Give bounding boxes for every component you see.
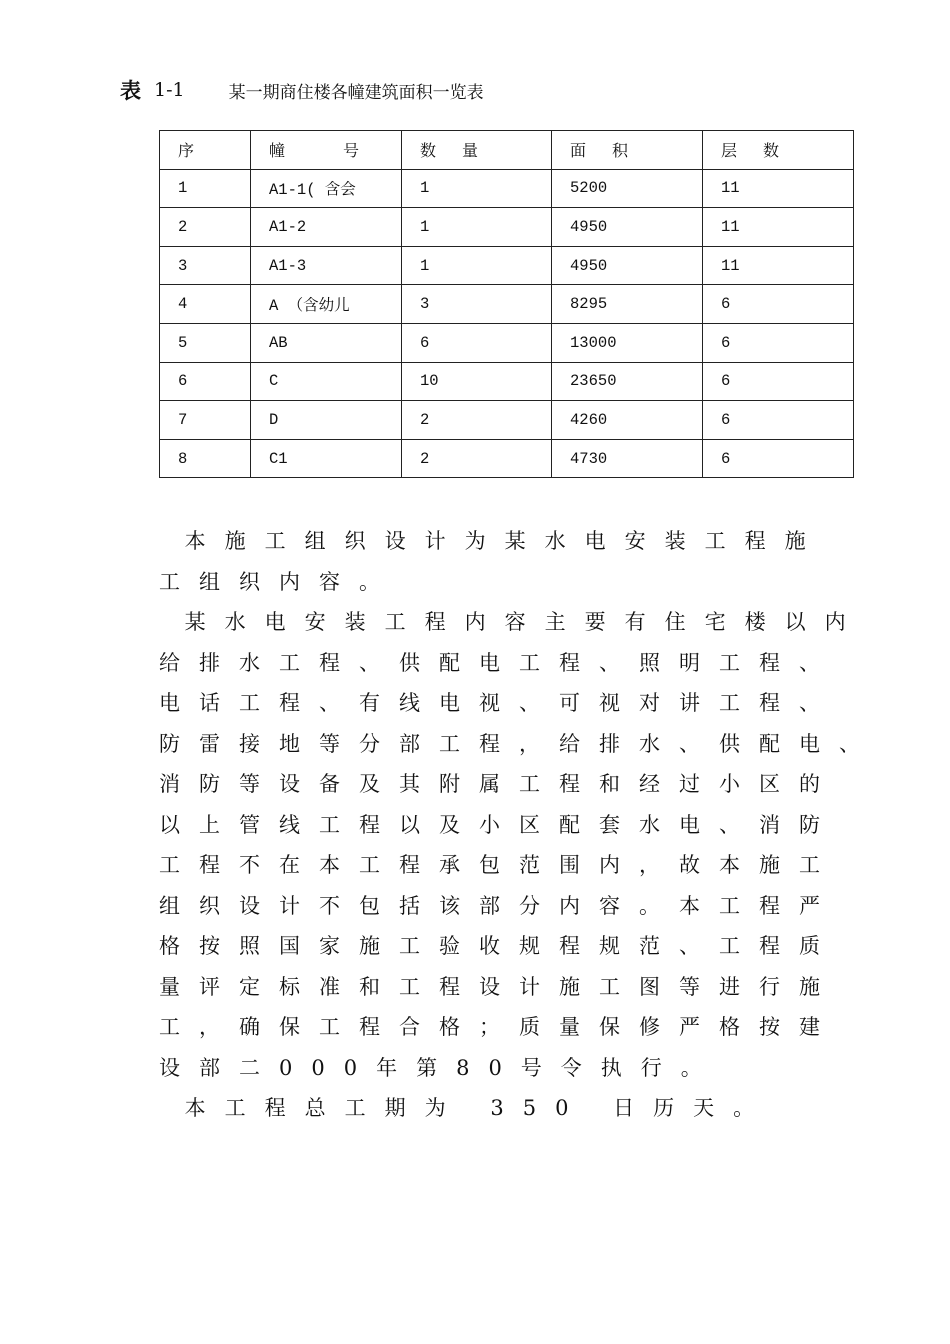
text-line: 本工程总工期为 350 日历天。: [159, 1096, 774, 1120]
cell-building: A1-2: [251, 208, 402, 247]
header-floors: 层数: [703, 131, 854, 170]
text-line: 组织设计不包括该部分内容。本工程严: [159, 893, 839, 918]
cell-quantity: 1: [402, 208, 552, 247]
cell-floors: 6: [703, 401, 854, 440]
table-row: [160, 323, 854, 362]
cell-index: 8: [160, 439, 251, 478]
cell-floors: 11: [703, 246, 854, 285]
cell-quantity: 1: [402, 246, 552, 285]
table-row: [160, 401, 854, 440]
header-index: 序: [160, 131, 251, 170]
text-line: 以上管线工程以及小区配套水电、消防: [159, 812, 839, 837]
cell-building: C1: [251, 439, 402, 478]
header-quantity: 数量: [402, 131, 552, 170]
cell-floors: 6: [703, 439, 854, 478]
cell-floors: 6: [703, 285, 854, 324]
text-line: 工组织内容。: [159, 569, 399, 594]
text-line: 电话工程、有线电视、可视对讲工程、: [159, 691, 839, 715]
cell-index: 1: [160, 169, 251, 208]
cell-area: 4950: [552, 208, 703, 247]
body-paragraphs: [159, 521, 879, 1129]
cell-area: 13000: [552, 323, 703, 362]
cell-index: 6: [160, 362, 251, 401]
cell-quantity: 2: [402, 401, 552, 440]
cell-floors: 6: [703, 323, 854, 362]
text-line: 消防等设备及其附属工程和经过小区的: [159, 772, 839, 796]
cell-floors: 11: [703, 208, 854, 247]
cell-floors: 11: [703, 169, 854, 208]
cell-index: 4: [160, 285, 251, 324]
text-line: 工程不在本工程承包范围内，故本施工: [159, 853, 839, 877]
text-line: 防雷接地等分部工程，给排水、供配电、: [159, 731, 879, 756]
caption-label: 表: [120, 78, 142, 103]
cell-index: 2: [160, 208, 251, 247]
table-row: [160, 169, 854, 208]
table-row: [160, 362, 854, 401]
cell-index: 3: [160, 246, 251, 285]
cell-floors: 6: [703, 362, 854, 401]
text-line: 工，确保工程合格；质量保修严格按建: [159, 1015, 839, 1039]
table-row: [160, 439, 854, 478]
cell-area: 8295: [552, 285, 703, 324]
header-building: 幢号: [251, 131, 402, 170]
cell-quantity: 6: [402, 323, 552, 362]
cell-building: D: [251, 401, 402, 440]
cell-building: C: [251, 362, 402, 401]
cell-area: 4730: [552, 439, 703, 478]
cell-index: 7: [160, 401, 251, 440]
table-row: [160, 208, 854, 247]
cell-quantity: 1: [402, 169, 552, 208]
cell-area: 23650: [552, 362, 703, 401]
header-area: 面积: [552, 131, 703, 170]
cell-area: 4950: [552, 246, 703, 285]
text-line: 量评定标准和工程设计施工图等进行施: [159, 974, 839, 999]
cell-area: 5200: [552, 169, 703, 208]
table-caption: [120, 76, 484, 104]
cell-building: A （含幼儿: [251, 285, 402, 324]
caption-number: 1-1: [154, 79, 185, 101]
text-line: 给排水工程、供配电工程、照明工程、: [159, 650, 839, 675]
text-line: 某水电安装工程内容主要有住宅楼以内: [159, 610, 865, 634]
cell-quantity: 10: [402, 362, 552, 401]
table-row: [160, 246, 854, 285]
cell-quantity: 2: [402, 439, 552, 478]
text-line: 设部二000年第80号令执行。: [159, 1055, 721, 1080]
cell-building: AB: [251, 323, 402, 362]
cell-building: A1-1( 含会: [251, 169, 402, 208]
building-area-table: [159, 130, 854, 478]
cell-quantity: 3: [402, 285, 552, 324]
table-header-row: [160, 131, 854, 170]
text-line: 本施工组织设计为某水电安装工程施: [159, 529, 825, 553]
cell-index: 5: [160, 323, 251, 362]
text-line: 格按照国家施工验收规程规范、工程质: [159, 934, 839, 958]
caption-title: 某一期商住楼各幢建筑面积一览表: [228, 82, 484, 103]
cell-area: 4260: [552, 401, 703, 440]
table-row: [160, 285, 854, 324]
cell-building: A1-3: [251, 246, 402, 285]
